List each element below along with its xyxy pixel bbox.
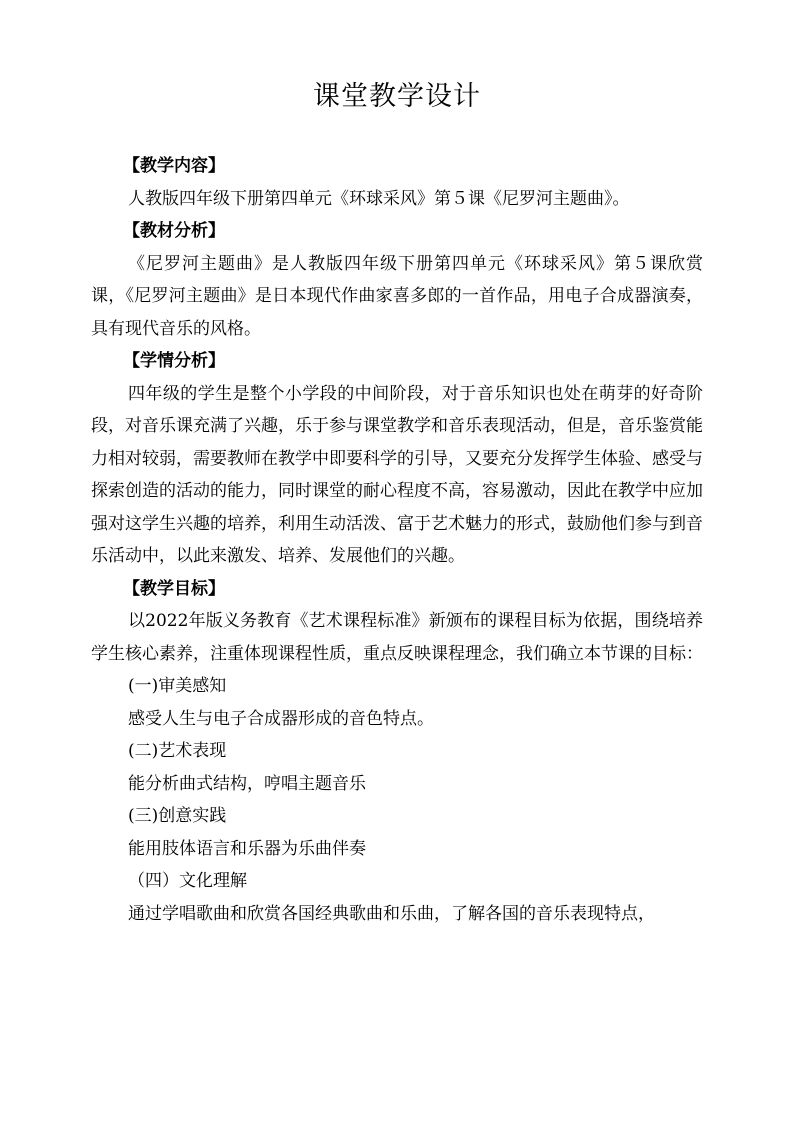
goal-text-artistic: 能分析曲式结构，哼唱主题音乐 xyxy=(128,773,366,794)
goal-label-artistic: (二)艺术表现 xyxy=(128,741,227,761)
goal-label-creative: (三)创意实践 xyxy=(128,806,227,826)
goal-text-creative: 能用肢体语言和乐器为乐曲伴奏 xyxy=(128,838,366,859)
heading-material-analysis: 【教材分析】 xyxy=(123,221,225,241)
document-title: 课堂教学设计 xyxy=(313,81,481,112)
heading-teaching-goals: 【教学目标】 xyxy=(123,578,225,599)
document-body xyxy=(91,150,703,930)
heading-student-analysis: 【学情分析】 xyxy=(123,351,225,371)
heading-teaching-content: 【教学内容】 xyxy=(123,156,225,176)
paragraph-student-analysis: 四年级的学生是整个小学段的中间阶段，对于音乐知识也处在萌芽的好奇阶段，对音乐课充满了兴趣，乐于参与课堂教学和音乐表现活动，但是，音乐鉴赏能力相对较弱，需要教师在教学中即要科学的引导，又要充分发挥学生体验、感受与探索创造的活动的能力，同时课堂的耐心程度不高，容易激动，因此在教学中应加强对这学生兴趣的培养，利用生动活泼、富于艺术魅力的形式，鼓励他们参与到音乐活动中，以此来激发、培养、发展他们的兴趣。 xyxy=(91,383,703,566)
goal-text-cultural: 通过学唱歌曲和欣赏各国经典歌曲和乐曲，了解各国的音乐表现特点， xyxy=(128,903,655,924)
goal-label-aesthetic: (一)审美感知 xyxy=(128,676,227,696)
paragraph-goals-intro: 以2022年版义务教育《艺术课程标准》新颁布的课程目标为依据，围绕培养学生核心素养，注重体现课程性质，重点反映课程理念，我们确立本节课的目标： xyxy=(91,611,703,664)
goal-label-cultural: （四）文化理解 xyxy=(128,871,247,891)
goal-text-aesthetic: 感受人生与电子合成器形成的音色特点。 xyxy=(128,708,434,729)
paragraph-teaching-content: 人教版四年级下册第四单元《环球采风》第５课《尼罗河主题曲》。 xyxy=(128,188,630,209)
paragraph-material-analysis: 《尼罗河主题曲》是人教版四年级下册第四单元《环球采风》第５课欣赏课，《尼罗河主题曲》是日本现代作曲家喜多郎的一首作品，用电子合成器演奏，具有现代音乐的风格。 xyxy=(91,253,703,339)
